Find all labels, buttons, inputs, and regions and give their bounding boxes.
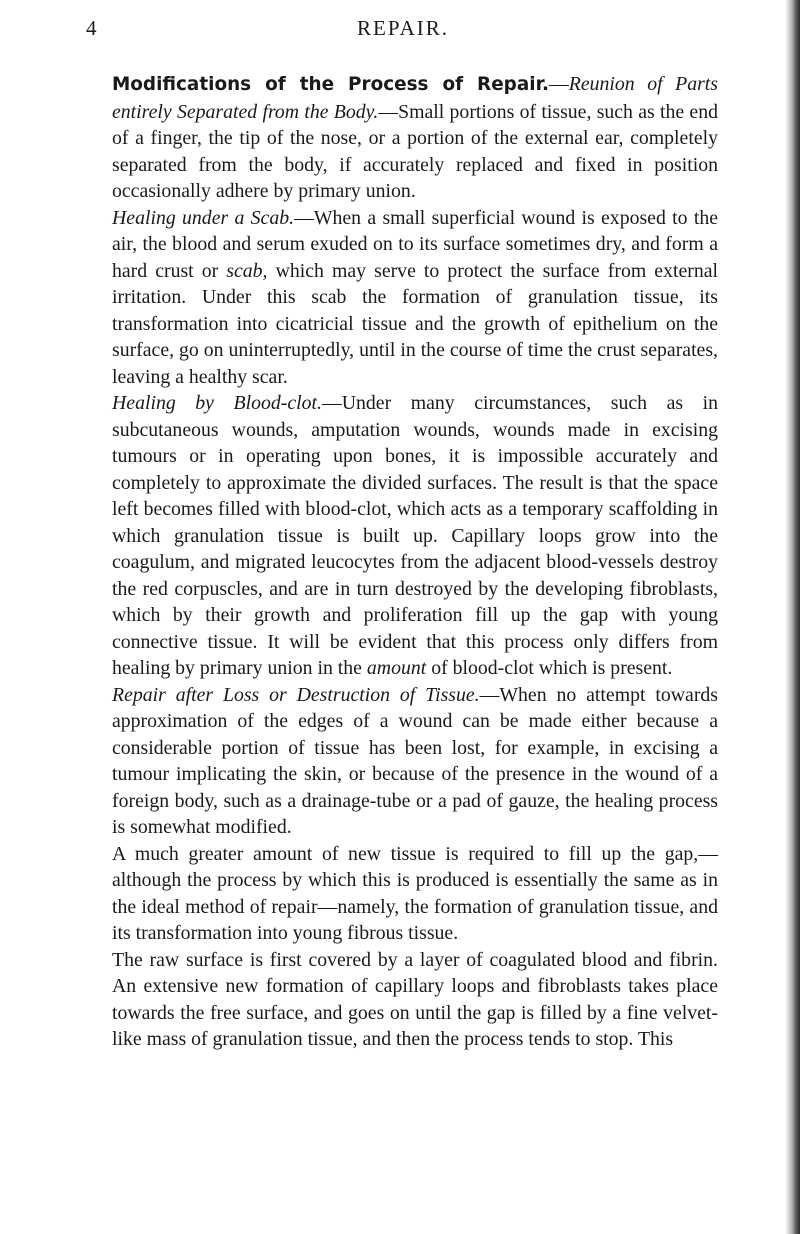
subsection-title-loss: Repair after Loss or Destruction of Tissue. (112, 683, 480, 706)
paragraph-text: of blood-clot which is present. (426, 657, 673, 679)
paragraph-text: The raw surface is first covered by a layer of coagulated blood and fibrin. An extensive new formation of capillary loops and fibroblasts takes place towards the free surface, and goes on until the gap is filled by a fine velvet-like mass of granulation tissue, and then the process tends to stop. This (112, 948, 718, 1050)
paragraph-new-tissue (112, 841, 718, 947)
subsection-title-reunion: Reunion of Parts entirely Separated from the Body. (112, 73, 718, 123)
page-number: 4 (86, 16, 98, 40)
paragraph-text: —When a small superficial wound is exposed to the air, the blood and serum exuded on to its surface sometimes dry, and form a hard crust or (112, 206, 718, 282)
section-heading: Modifications of the Process of Repair. (112, 74, 549, 95)
page-edge-shadow (786, 0, 800, 1234)
page-header (86, 4, 720, 48)
paragraph-blood-clot (112, 390, 718, 682)
heading-dash: — (549, 73, 569, 95)
paragraph-text: A much greater amount of new tissue is required to fill up the gap,—although the process by which this is produced is essentially the same as in the ideal method of repair—namely, the formation of granulation tissue, and its transformation into young fibrous tissue. (112, 842, 718, 944)
subsection-title-scab: Healing under a Scab. (112, 206, 295, 229)
paragraph-text: which may serve to protect the surface from external irritation. Under this scab the formation of granulation tissue, its transformation into cicatricial tissue and the growth of epithelium on the surface, go on uninterruptedly, until in the course of time the crust separates, leaving a healthy scar. (112, 259, 718, 388)
running-head: REPAIR. (356, 16, 449, 40)
paragraph-text: —When no attempt towards approximation of the edges of a wound can be made either because a considerable portion of tissue has been lost, for example, in excising a tumour implicating the skin, or because of the presence in the wound of a foreign body, such as a drainage-tube or a pad of gauze, the healing process is somewhat modified. (112, 683, 718, 838)
paragraph-loss-of-tissue (112, 682, 718, 841)
emphasis-amount: amount (366, 657, 427, 679)
subsection-title-blood-clot: Healing by Blood-clot. (112, 392, 322, 414)
emphasis-scab: scab, (226, 259, 268, 282)
paragraph-text: —Small portions of tissue, such as the end of a finger, the tip of the nose, or a portion of the external ear, completely separated from the body, if accurately replaced and fixed in position occasionally adhere by primary union. (112, 100, 718, 202)
paragraph-raw-surface (112, 947, 718, 1053)
paragraph-text: —Under many circumstances, such as in subcutaneous wounds, amputation wounds, wounds made in excising tumours or in operating upon bones, it is impossible accurately and completely to approximate the divided surfaces. The result is that the space left becomes filled with blood-clot, which acts as a temporary scaffolding in which granulation tissue is built up. Capillary loops grow into the coagulum, and migrated leucocytes from the adjacent blood-vessels destroy the red corpuscles, and are in turn destroyed by the developing fibroblasts, which by their growth and proliferation fill up the gap with young connective tissue. It will be evident that this process only differs from healing by primary union in the (112, 392, 718, 679)
body-text (112, 71, 718, 1053)
paragraph-reunion (112, 71, 718, 205)
paragraph-scab (112, 205, 718, 391)
